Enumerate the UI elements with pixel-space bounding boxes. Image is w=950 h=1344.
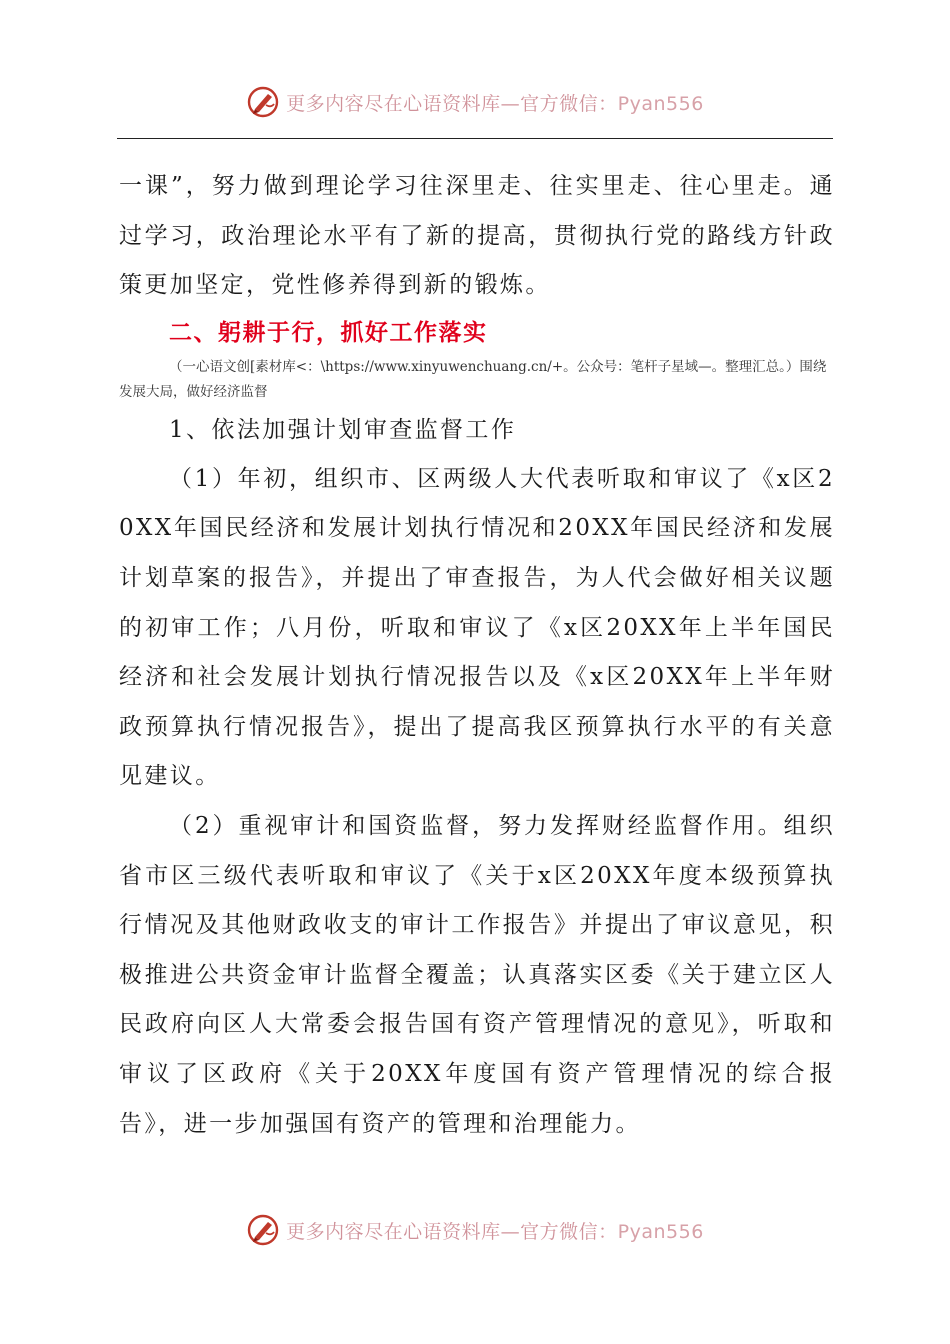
document-body xyxy=(119,162,835,1149)
pen-seal-icon xyxy=(246,1213,280,1247)
footer-banner xyxy=(0,1208,950,1252)
header-rule xyxy=(117,138,833,139)
paragraph-plan-review: （1）年初，组织市、区两级人大代表听取和审议了《x区20XX年国民经济和发展计划执行情况和20XX年国民经济和发展计划草案的报告》，并提出了审查报告，为人代会做好相关议题的初审工作；八月份，听取和审议了《x区20XX年上半年国民经济和社会发展计划执行情况报告以及《x区20XX年上半年财政预算执行情况报告》，提出了提高我区预算执行水平的有关意见建议。 xyxy=(119,465,835,790)
banner-wechat-id: Pyan556 xyxy=(617,92,704,115)
source-note: （一心语文创[素材库<：\https://www.xinyuwenchuang.cn/+。公众号：笔杆子星域—。整理汇总。）围绕发展大局，做好经济监督 xyxy=(119,358,827,400)
paragraph-audit-supervision: （2）重视审计和国资监督，努力发挥财经监督作用。组织省市区三级代表听取和审议了《关于x区20XX年度本级预算执行情况及其他财政收支的审计工作报告》并提出了审议意见，积极推进公共资金审计监督全覆盖；认真落实区委《关于建立区人民政府向区人大常委会报告国有资产管理情况的意见》，听取和审议了区政府《关于20XX年度国有资产管理情况的综合报告》，进一步加强国有资产的管理和治理能力。 xyxy=(119,812,835,1137)
banner-wechat-id: Pyan556 xyxy=(617,1220,704,1243)
banner-text xyxy=(286,1217,704,1244)
subsection-heading: 1、依法加强计划审查监督工作 xyxy=(169,416,517,443)
banner-main-text: 更多内容尽在心语资料库—官方微信： xyxy=(286,1220,618,1243)
banner-main-text: 更多内容尽在心语资料库—官方微信： xyxy=(286,92,618,115)
header-banner xyxy=(0,80,950,124)
paragraph-continuation: 一课”，努力做到理论学习往深里走、往实里走、往心里走。通过学习，政治理论水平有了新的提高，贯彻执行党的路线方针政策更加坚定，党性修养得到新的锻炼。 xyxy=(119,173,835,299)
section-heading: 二、躬耕于行，抓好工作落实 xyxy=(169,319,488,346)
pen-seal-icon xyxy=(246,85,280,119)
banner-text xyxy=(286,89,704,116)
